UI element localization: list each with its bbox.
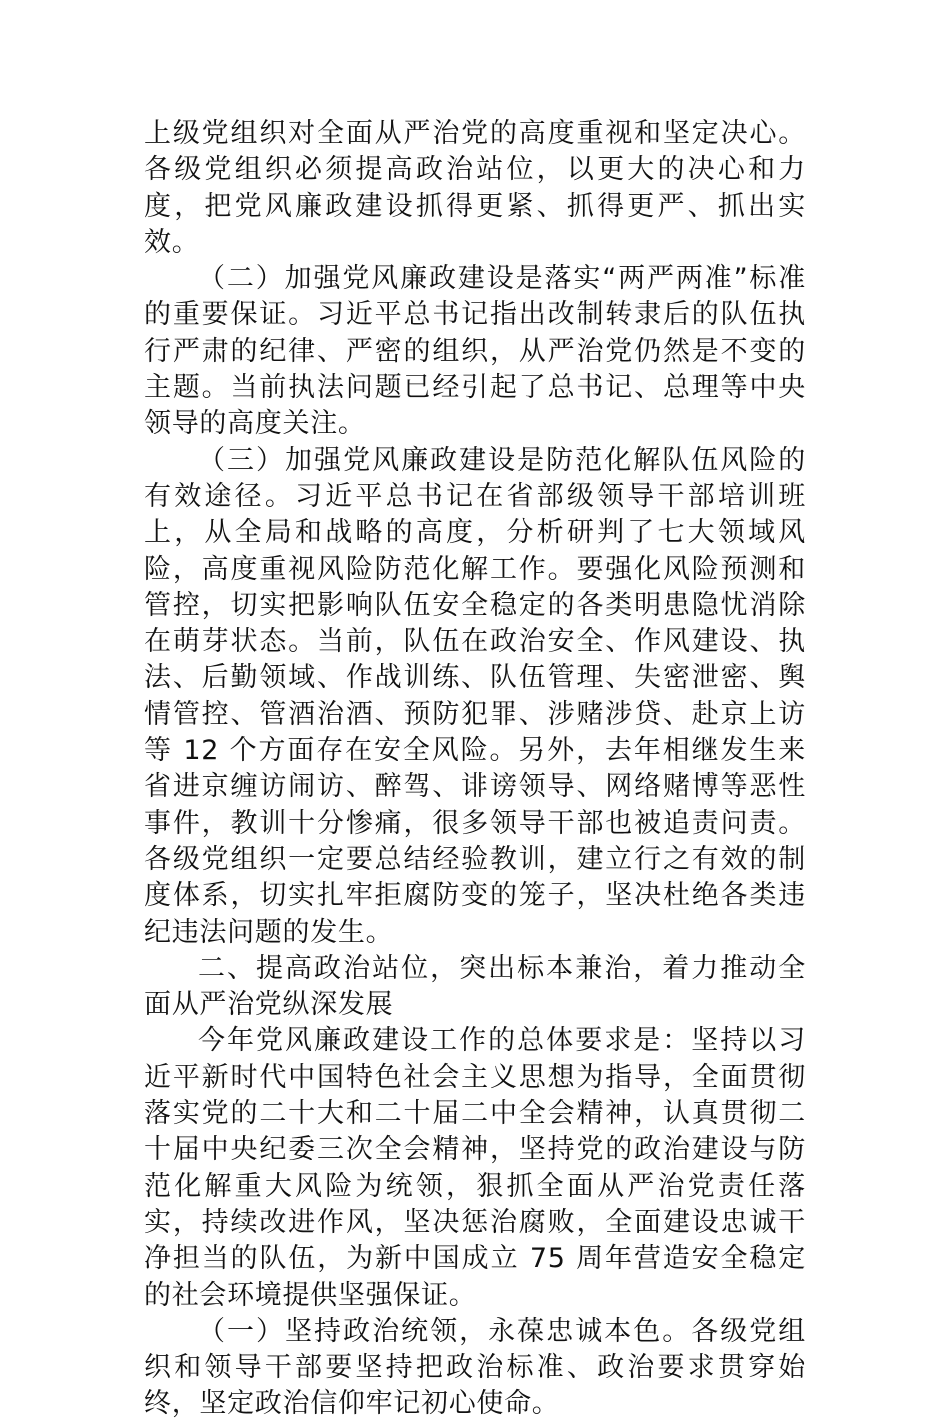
paragraph-section-3: （三）加强党风廉政建设是防范化解队伍风险的有效途径。习近平总书记在省部级领导干部培训班上，从全局和战略的高度，分析研判了七大领域风险，高度重视风险防范化解工作。要强化风险预测和管控，切实把影响队伍安全稳定的各类明患隐忧消除在萌芽状态。当前，队伍在政治安全、作风建设、执法、后勤领域、作战训练、队伍管理、失密泄密、舆情管控、管酒治酒、预防犯罪、涉赌涉贷、赴京上访等 12 个方面存在安全风险。另外，去年相继发生来省进京缠访闹访、醉驾、诽谤领导、网络赌博等恶性事件，教训十分惨痛，很多领导干部也被追责问责。各级党组织一定要总结经验教训，建立行之有效的制度体系，切实扎牢拒腐防变的笼子，坚决杜绝各类违纪违法问题的发生。 <box>144 444 806 948</box>
section-heading: 二、提高政治站位，突出标本兼治，着力推动全面从严治党纵深发展 <box>144 952 806 1021</box>
paragraph-continuation: 上级党组织对全面从严治党的高度重视和坚定决心。各级党组织必须提高政治站位，以更大的决心和力度，把党风廉政建设抓得更紧、抓得更严、抓出实效。 <box>144 118 806 258</box>
paragraph-subsection-1: （一）坚持政治统领，永葆忠诚本色。各级党组织和领导干部要坚持把政治标准、政治要求贯穿始终，坚定政治信仰牢记初心使命。 <box>144 1315 806 1420</box>
document-body <box>144 116 806 1423</box>
paragraph-section-2: （二）加强党风廉政建设是落实“两严两准”标准的重要保证。习近平总书记指出改制转隶后的队伍执行严肃的纪律、严密的组织，从严治党仍然是不变的主题。当前执法问题已经引起了总书记、总理等中央领导的高度关注。 <box>144 263 806 440</box>
paragraph-overall-requirements: 今年党风廉政建设工作的总体要求是：坚持以习近平新时代中国特色社会主义思想为指导，全面贯彻落实党的二十大和二十届二中全会精神，认真贯彻二十届中央纪委三次全会精神，坚持党的政治建设与防范化解重大风险为统领，狠抓全面从严治党责任落实，持续改进作风，坚决惩治腐败，全面建设忠诚干净担当的队伍，为新中国成立 75 周年营造安全稳定的社会环境提供坚强保证。 <box>144 1025 806 1311</box>
